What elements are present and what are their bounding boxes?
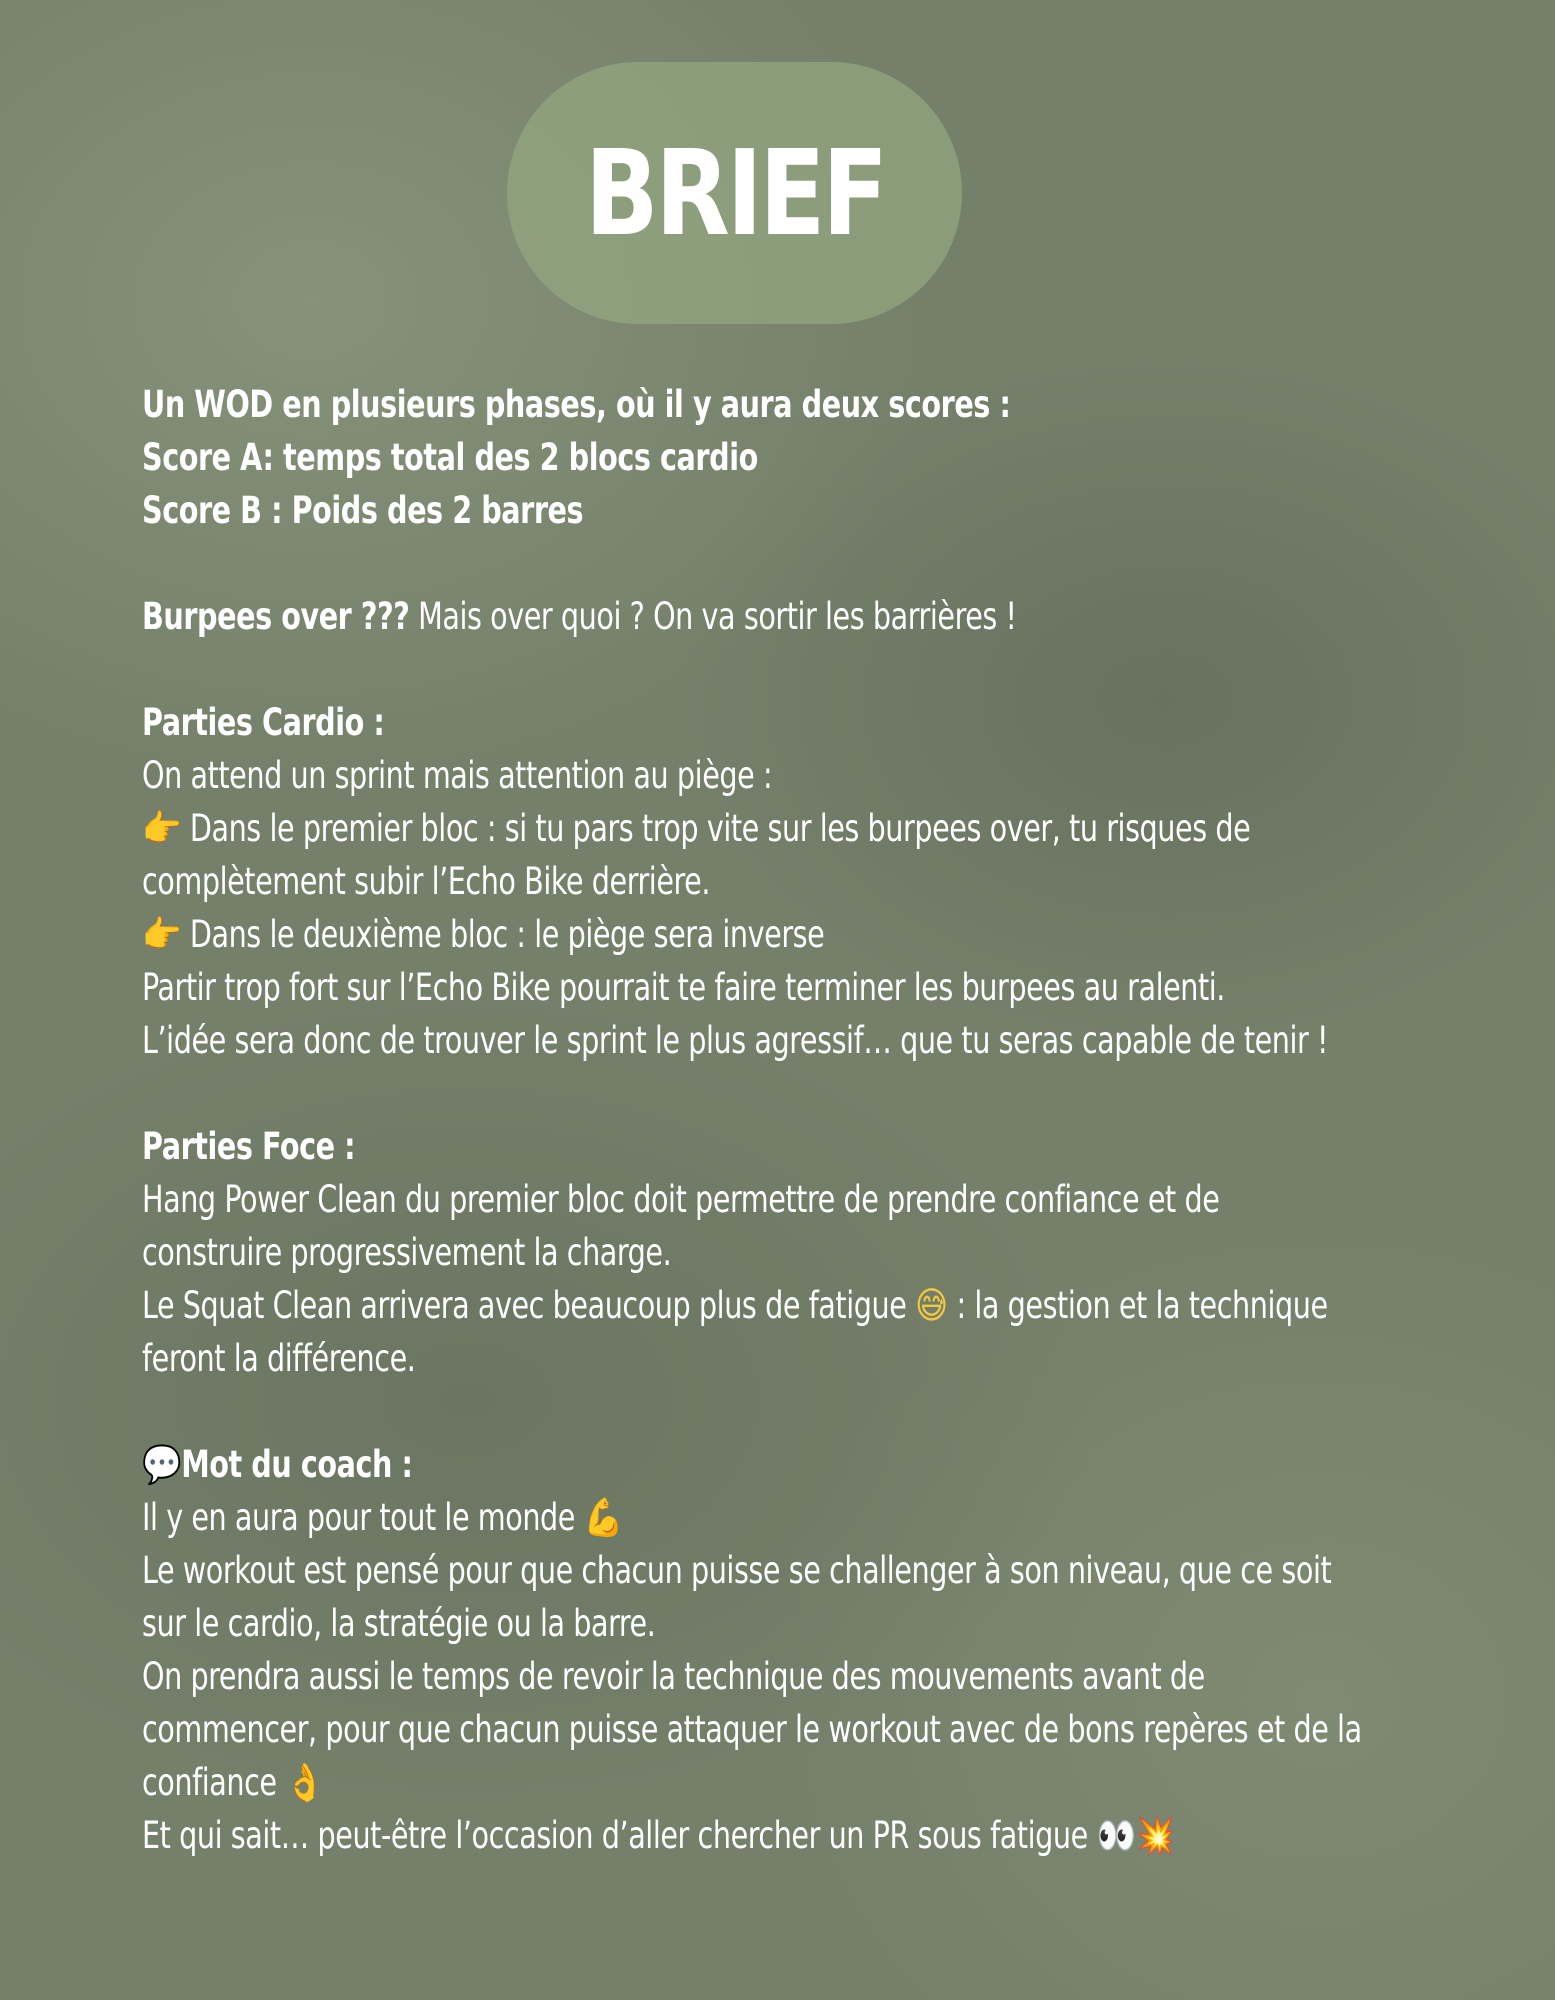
cardio-line-6: L’idée sera donc de trouver le sprint le plus agressif… que tu seras capable de tenir ! <box>142 1019 1329 1062</box>
flexed-biceps-icon: 💪 <box>583 1496 623 1539</box>
cardio-line-4-text: Dans le deuxième bloc : le piège sera inverse <box>181 913 825 956</box>
ok-hand-icon: 👌 <box>285 1761 325 1804</box>
coach-line-6 <box>142 1756 1346 1809</box>
coach-line-7-text: Et qui sait… peut-être l’occasion d’aller chercher un PR sous fatigue <box>142 1814 1097 1857</box>
intro-line-2: Score A: temps total des 2 blocs cardio <box>142 436 758 479</box>
coach-line-6-text: confiance <box>142 1761 286 1804</box>
coach-line-1 <box>142 1491 1346 1544</box>
coach-line-7 <box>142 1809 1346 1862</box>
cardio-line-3: complètement subir l’Echo Bike derrière. <box>142 860 711 903</box>
pointing-hand-icon: 👉 <box>142 807 182 850</box>
burpees-line <box>142 590 1346 643</box>
coach-heading-line <box>142 1438 1346 1491</box>
spacer <box>142 643 1542 696</box>
intro-line-1: Un WOD en plusieurs phases, où il y aura deux scores : <box>142 383 1011 426</box>
cardio-line-2-text: Dans le premier bloc : si tu pars trop vite sur les burpees over, tu risques de <box>181 807 1251 850</box>
pointing-hand-icon: 👉 <box>142 913 182 956</box>
spacer <box>142 1067 1542 1120</box>
force-line-2: construire progressivement la charge. <box>142 1231 672 1274</box>
cardio-line-1: On attend un sprint mais attention au piège : <box>142 754 773 797</box>
force-heading: Parties Foce : <box>142 1125 356 1168</box>
sweat-smile-icon: 😅 <box>915 1284 948 1327</box>
force-line-3-start: Le Squat Clean arrivera avec beaucoup plus de fatigue <box>142 1284 916 1327</box>
force-line-4: feront la différence. <box>142 1337 416 1380</box>
cardio-line-2 <box>142 802 1346 855</box>
coach-line-1-text: Il y en aura pour tout le monde <box>142 1496 584 1539</box>
coach-line-5: commencer, pour que chacun puisse attaquer le workout avec de bons repères et de la <box>142 1708 1362 1751</box>
intro-line-3: Score B : Poids des 2 barres <box>142 489 584 532</box>
coach-line-2: Le workout est pensé pour que chacun puisse se challenger à son niveau, que ce soit <box>142 1549 1332 1592</box>
burpees-rest: Mais over quoi ? On va sortir les barrières ! <box>409 595 1017 638</box>
coach-line-4: On prendra aussi le temps de revoir la technique des mouvements avant de <box>142 1655 1205 1698</box>
page-title: BRIEF <box>584 124 885 262</box>
force-line-3 <box>142 1279 1346 1332</box>
force-line-1: Hang Power Clean du premier bloc doit permettre de prendre confiance et de <box>142 1178 1220 1221</box>
cardio-heading: Parties Cardio : <box>142 701 385 744</box>
spacer <box>142 1385 1542 1438</box>
title-pill <box>507 62 962 324</box>
collision-icon: 💥 <box>1135 1814 1175 1857</box>
eyes-icon: 👀 <box>1096 1814 1136 1857</box>
burpees-bold: Burpees over ??? <box>142 595 410 638</box>
speech-bubble-icon: 💬 <box>142 1443 182 1486</box>
coach-heading: Mot du coach : <box>181 1443 413 1486</box>
brief-content <box>142 378 1542 1862</box>
coach-line-3: sur le cardio, la stratégie ou la barre. <box>142 1602 656 1645</box>
force-line-3-end: : la gestion et la technique <box>947 1284 1328 1327</box>
cardio-line-4 <box>142 908 1346 961</box>
cardio-line-5: Partir trop fort sur l’Echo Bike pourrait te faire terminer les burpees au ralenti. <box>142 966 1225 1009</box>
spacer <box>142 537 1542 590</box>
